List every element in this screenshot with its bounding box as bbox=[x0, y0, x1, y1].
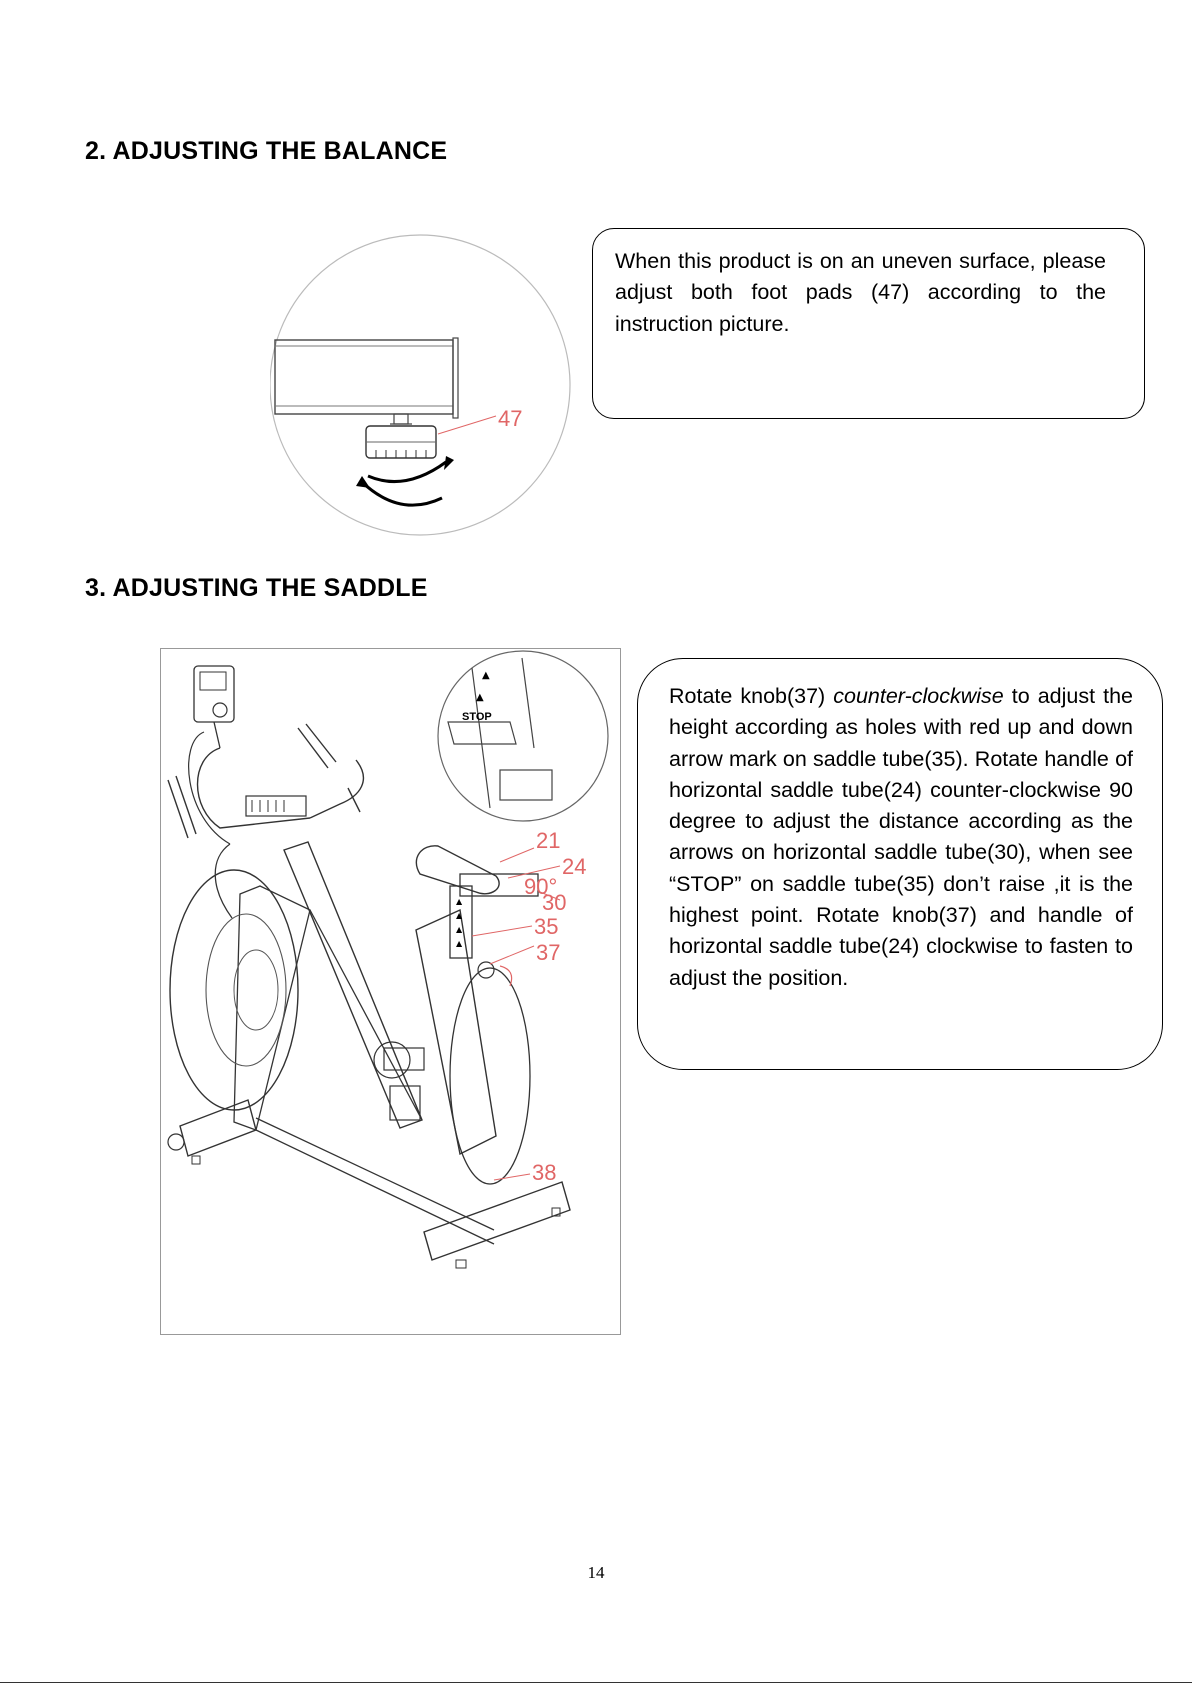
svg-text:▲: ▲ bbox=[482, 670, 490, 681]
svg-text:▲: ▲ bbox=[456, 897, 463, 906]
part-label-21: 21 bbox=[536, 828, 561, 853]
saddle-instruction-box bbox=[637, 658, 1163, 1070]
part-label-35: 35 bbox=[534, 914, 559, 939]
part-label-30: 30 bbox=[542, 890, 567, 915]
svg-text:▲: ▲ bbox=[456, 925, 463, 934]
svg-text:▲: ▲ bbox=[456, 939, 463, 948]
section-3-heading: 3. ADJUSTING THE SADDLE bbox=[85, 574, 428, 602]
page-number: 14 bbox=[587, 1563, 605, 1582]
part-label-47: 47 bbox=[498, 406, 523, 431]
part-label-24: 24 bbox=[562, 854, 587, 879]
part-label-37: 37 bbox=[536, 940, 561, 965]
balance-instruction-box bbox=[592, 228, 1145, 419]
saddle-instruction-text: Rotate knob(37) counter-clockwise to adjust the height according as holes with red up and down arrow mark on saddle tube(35). Rotate handle of horizontal saddle tube(24) counter-clockwise 90 degree to adjust the distance according as the arrows on horizontal saddle tube(30), when see “STOP” on saddle tube(35) don’t raise ,it is the highest point. Rotate knob(37) and handle of horizontal saddle tube(24) clockwise to fasten to adjust the position. bbox=[669, 684, 1133, 990]
footer-rule bbox=[0, 1682, 1192, 1683]
part-label-90-degree: 90° bbox=[524, 874, 558, 899]
svg-text:▲: ▲ bbox=[476, 692, 484, 703]
counter-clockwise-emphasis: counter-clockwise bbox=[833, 684, 1004, 708]
balance-instruction-text: When this product is on an uneven surface, please adjust both foot pads (47) according to the instruction picture. bbox=[615, 249, 1106, 336]
inset-stop-label: STOP bbox=[462, 711, 492, 723]
foot-pad-adjustment-illustration bbox=[270, 230, 590, 540]
svg-text:▲: ▲ bbox=[456, 911, 463, 920]
part-label-38: 38 bbox=[532, 1160, 557, 1185]
section-2-heading: 2. ADJUSTING THE BALANCE bbox=[85, 137, 448, 165]
saddle-adjustment-illustration bbox=[160, 648, 622, 1336]
